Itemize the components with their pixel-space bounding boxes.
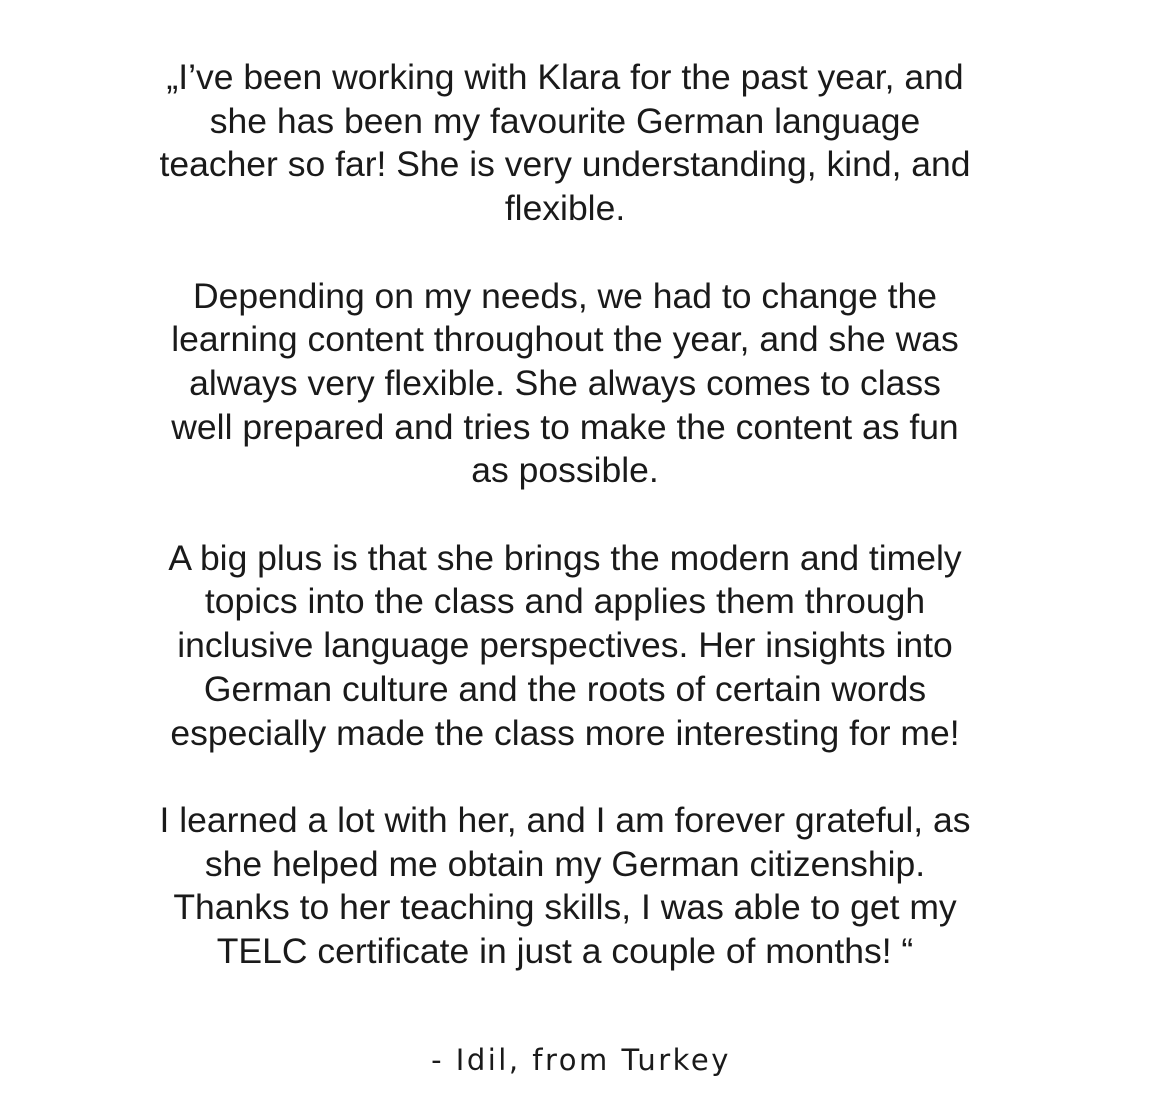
quote-line: TELC certificate in just a couple of months! “ (216, 931, 914, 972)
quote-line: she helped me obtain my German citizenship. (204, 843, 926, 884)
paragraph-4 (0, 799, 1130, 974)
quote-line: she has been my favourite German language (209, 100, 921, 141)
testimonial-quote (0, 56, 1130, 1017)
quote-line: Thanks to her teaching skills, I was able to get my (173, 887, 957, 928)
quote-line: well prepared and tries to make the content as fun (171, 406, 959, 447)
quote-line: topics into the class and applies them through (204, 581, 926, 622)
quote-line: learning content throughout the year, and she was (171, 319, 959, 360)
quote-line: especially made the class more interesting for me! (170, 712, 960, 753)
quote-line: Depending on my needs, we had to change the (192, 275, 938, 316)
quote-line: always very flexible. She always comes to class (189, 362, 941, 403)
attribution: - Idil, from Turkey (431, 1043, 731, 1077)
quote-line: „I’ve been working with Klara for the past year, and (166, 57, 964, 97)
paragraph-3 (0, 537, 1130, 756)
quote-line: A big plus is that she brings the modern and timely (168, 537, 962, 578)
quote-line: German culture and the roots of certain words (203, 668, 927, 709)
quote-line: I learned a lot with her, and I am forever grateful, as (159, 799, 971, 840)
quote-line: teacher so far! She is very understanding, kind, and (159, 144, 971, 185)
paragraph-1 (0, 56, 1130, 231)
paragraph-2 (0, 275, 1130, 494)
quote-line: inclusive language perspectives. Her insights into (177, 625, 953, 666)
quote-line: as possible. (471, 450, 659, 491)
quote-line: flexible. (504, 188, 626, 229)
